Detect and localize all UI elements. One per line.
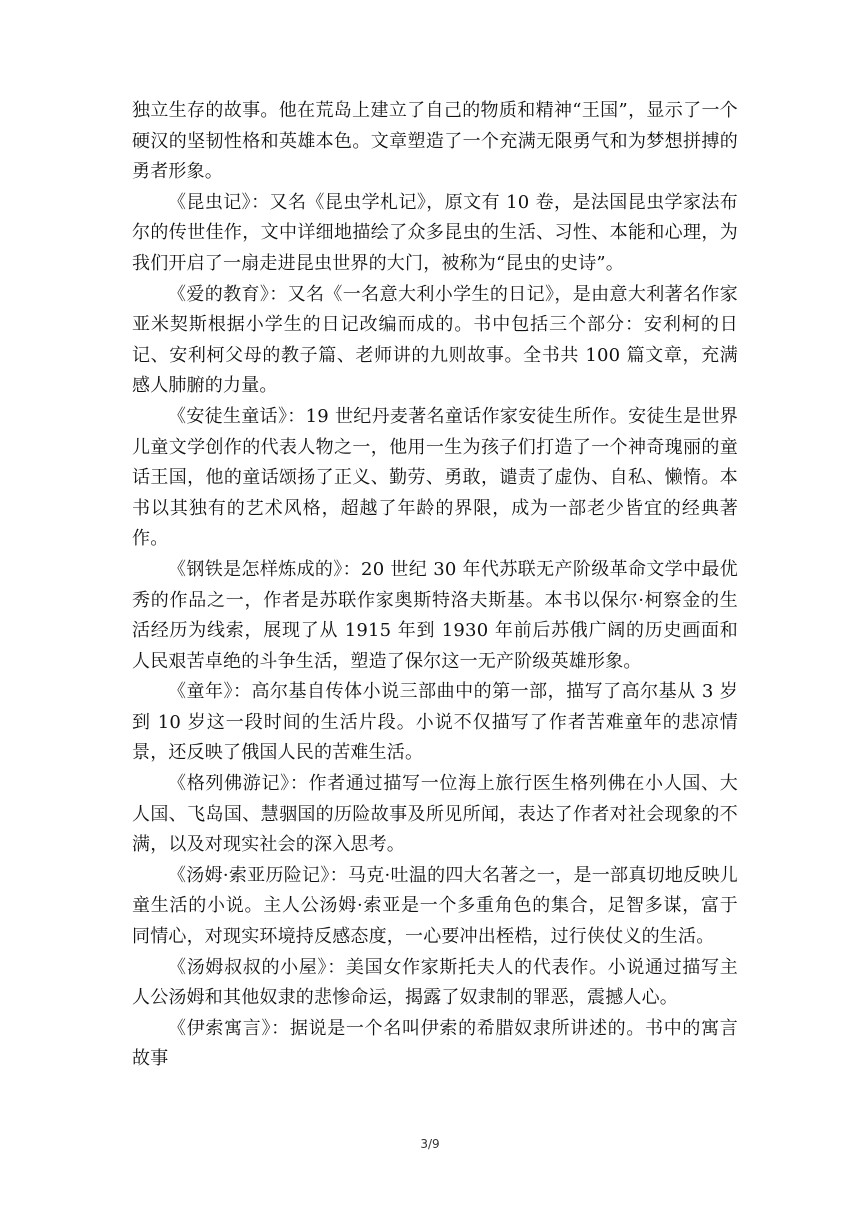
paragraph-heart: 《爱的教育》：又名《一名意大利小学生的日记》，是由意大利著名作家亚米契斯根据小学生的日记改编而成的。书中包括三个部分：安利柯的日记、安利柯父母的教子篇、老师讲的九则故事。全书共 100 篇文章，充满感人肺腑的力量。 (132, 283, 738, 397)
paragraph-insect-records: 《昆虫记》：又名《昆虫学札记》，原文有 10 卷，是法国昆虫学家法布尔的传世佳作，文中详细地描绘了众多昆虫的生活、习性、本能和心理，为我们开启了一扇走进昆虫世界的大门，被称为“昆虫的史诗”。 (132, 191, 738, 274)
paragraph-childhood: 《童年》：高尔基自传体小说三部曲中的第一部，描写了高尔基从 3 岁到 10 岁这一段时间的生活片段。小说不仅描写了作者苦难童年的悲凉情景，还反映了俄国人民的苦难生活。 (132, 681, 738, 764)
paragraph-survival-story: 独立生存的故事。他在荒岛上建立了自己的物质和精神“王国”，显示了一个硬汉的坚韧性格和英雄本色。文章塑造了一个充满无限勇气和为梦想拼搏的勇者形象。 (132, 100, 738, 183)
page-number: 3/9 (420, 1137, 440, 1151)
document-body (132, 96, 738, 1075)
paragraph-aesops-fables: 《伊索寓言》：据说是一个名叫伊索的希腊奴隶所讲述的。书中的寓言故事 (132, 1017, 738, 1070)
paragraph-tom-sawyer: 《汤姆·索亚历险记》：马克·吐温的四大名著之一，是一部真切地反映儿童生活的小说。主人公汤姆·索亚是一个多重角色的集合，足智多谋，富于同情心，对现实环境持反感态度，一心要冲出桎梏，过行侠仗义的生活。 (132, 864, 738, 948)
paragraph-uncle-toms-cabin: 《汤姆叔叔的小屋》：美国女作家斯托夫人的代表作。小说通过描写主人公汤姆和其他奴隶的悲惨命运，揭露了奴隶制的罪恶，震撼人心。 (132, 956, 738, 1009)
paragraph-andersen-fairy-tales: 《安徒生童话》：19 世纪丹麦著名童话作家安徒生所作。安徒生是世界儿童文学创作的代表人物之一，他用一生为孩子们打造了一个神奇瑰丽的童话王国，他的童话颂扬了正义、勤劳、勇敢，谴责了虚伪、自私、懒惰。本书以其独有的艺术风格，超越了年龄的界限，成为一部老少皆宜的经典著作。 (132, 405, 738, 550)
paragraph-how-steel-was-tempered: 《钢铁是怎样炼成的》：20 世纪 30 年代苏联无产阶级革命文学中最优秀的作品之一，作者是苏联作家奥斯特洛夫斯基。本书以保尔·柯察金的生活经历为线索，展现了从 1915 年到 1930 年前后苏俄广阔的历史画面和人民艰苦卓绝的斗争生活，塑造了保尔这一无产阶级英雄形象。 (132, 558, 738, 672)
paragraph-gullivers-travels: 《格列佛游记》：作者通过描写一位海上旅行医生格列佛在小人国、大人国、飞岛国、慧骃国的历险故事及所见所闻，表达了作者对社会现象的不满，以及对现实社会的深入思考。 (132, 773, 738, 856)
